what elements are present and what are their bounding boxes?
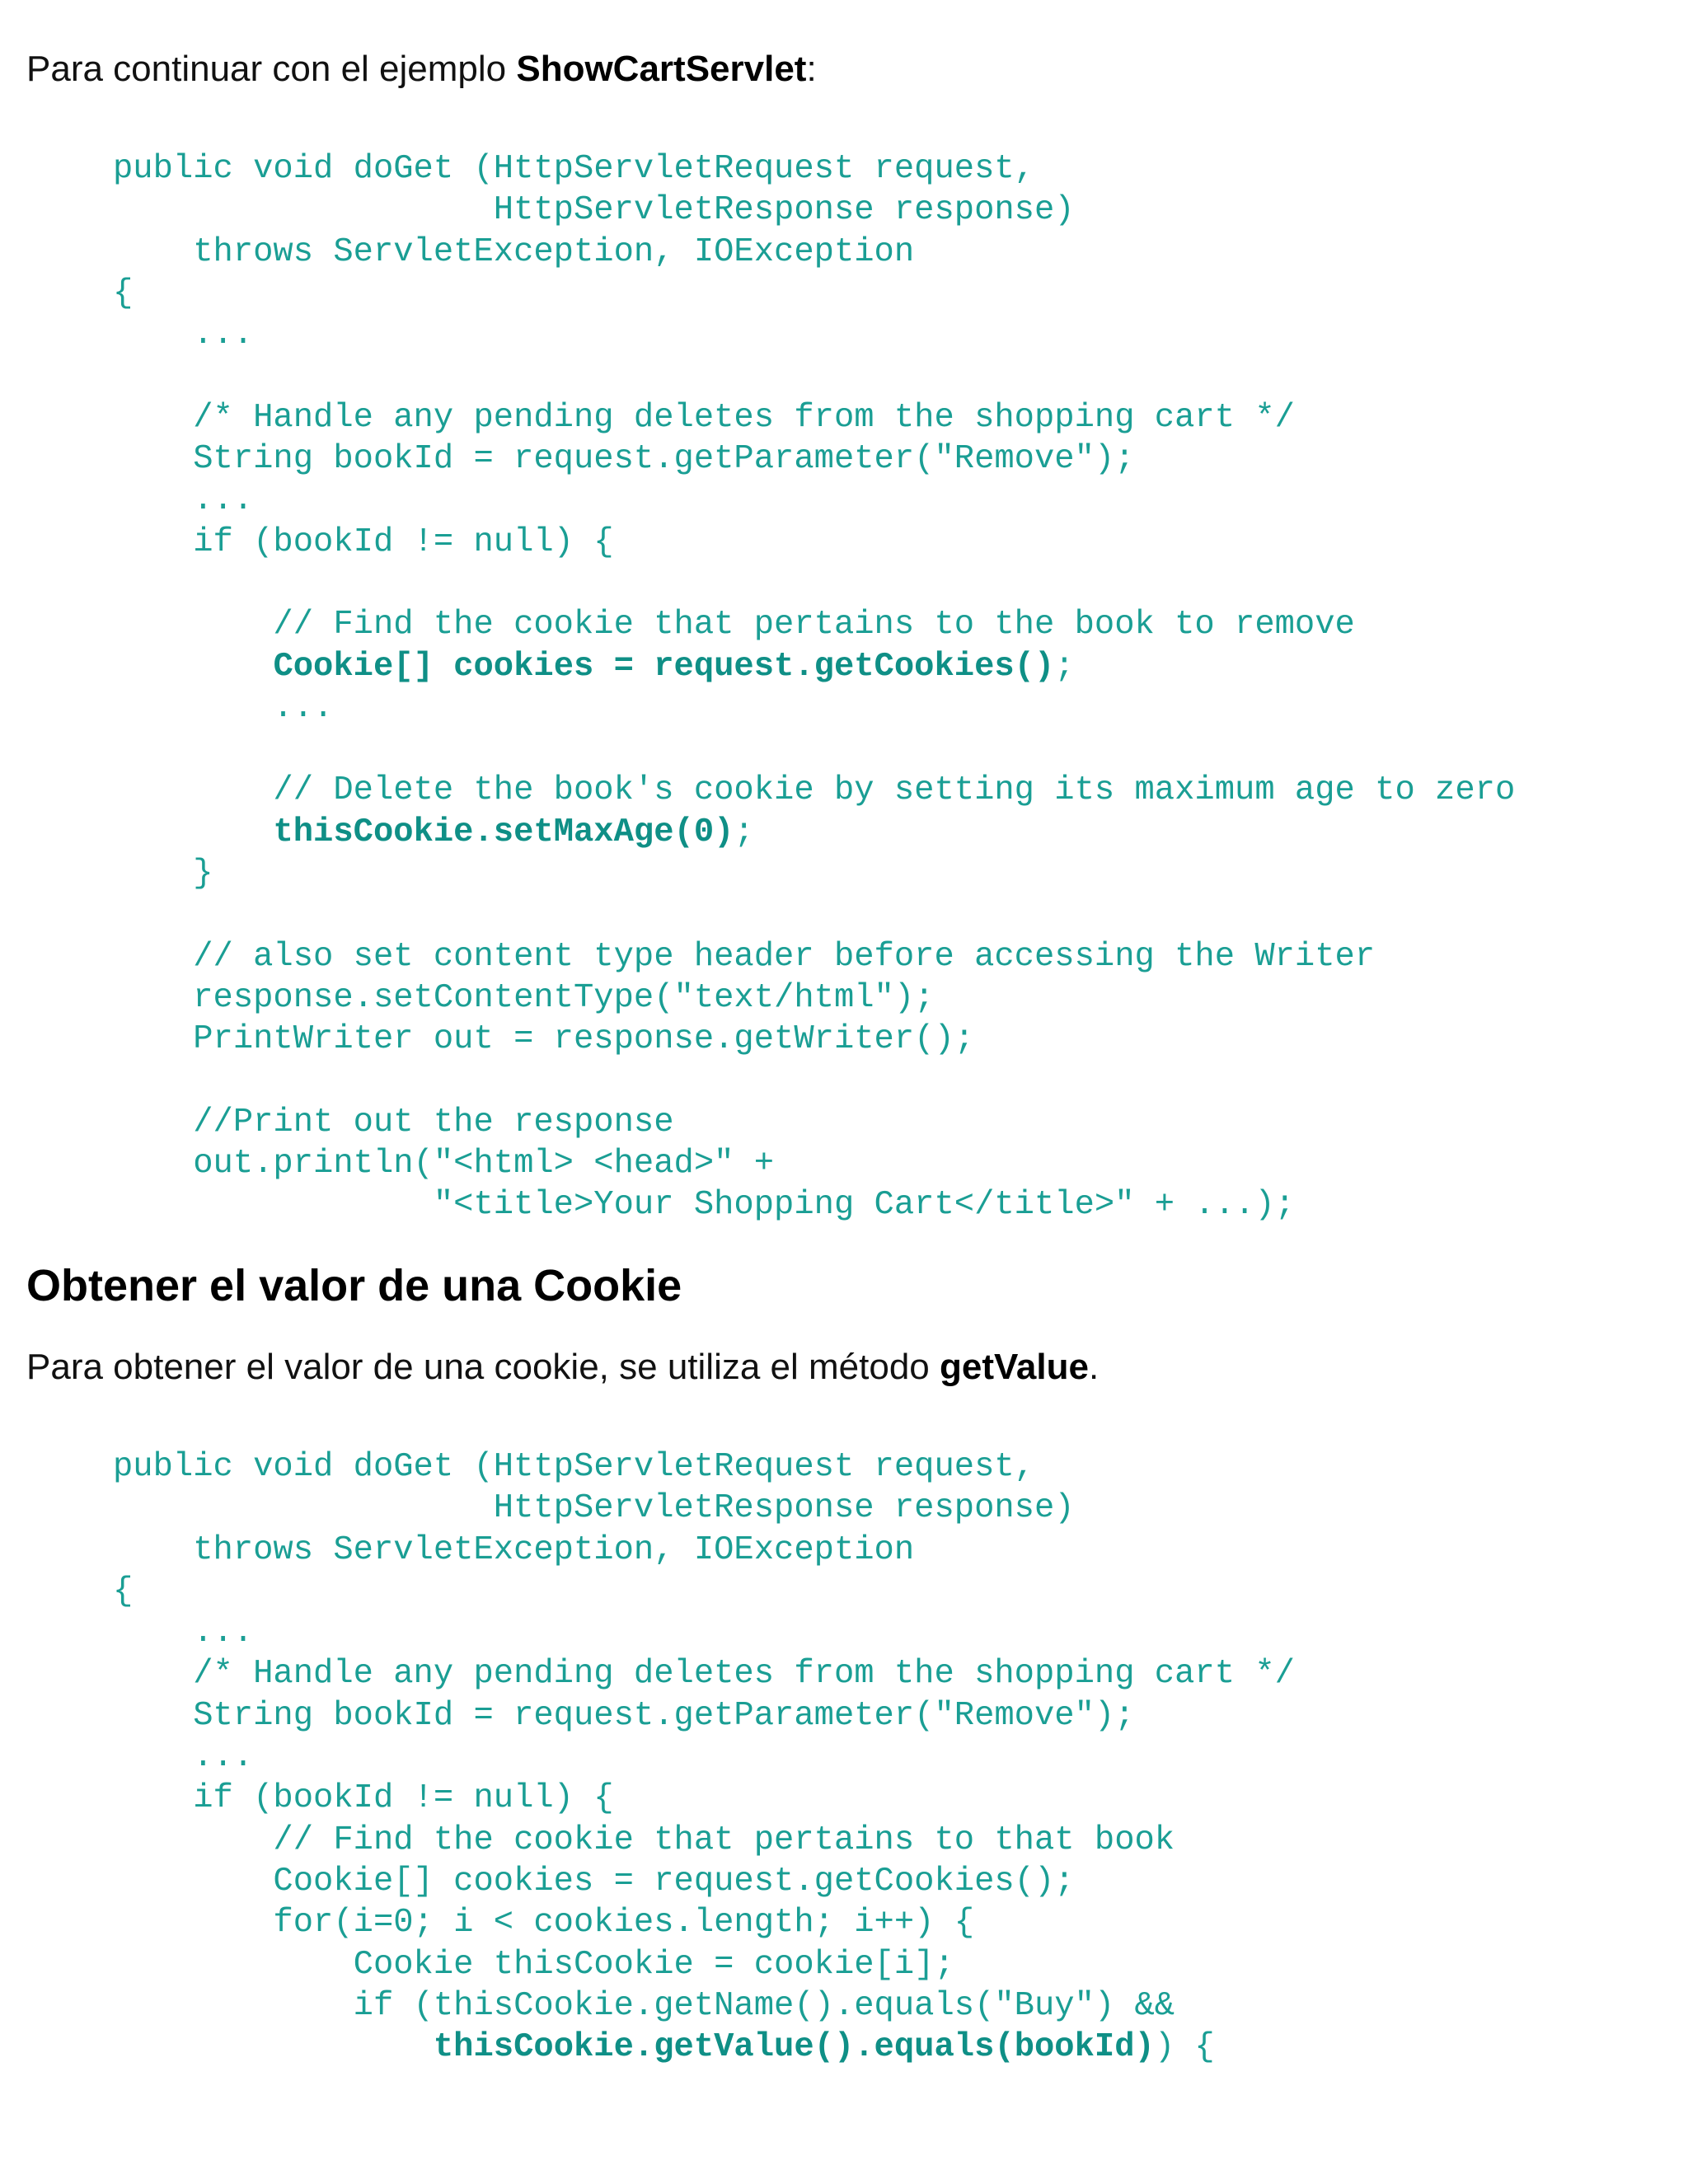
code-line: /* Handle any pending deletes from the shopping cart */ [113,1655,1295,1694]
section-method-name: getValue [940,1347,1089,1387]
code-line: Cookie thisCookie = cookie[i]; [113,1945,954,1984]
code-line: throws ServletException, IOException [113,232,915,271]
code-line: HttpServletResponse response) [113,1489,1075,1528]
code-line [113,355,1515,396]
intro-suffix: : [806,49,817,89]
code-line: PrintWriter out = response.getWriter(); [113,1020,975,1059]
code-line: Cookie[] cookies = request.getCookies(); [273,647,1075,686]
intro-text: Para continuar con el ejemplo [26,49,517,89]
code-line [113,2027,1295,2068]
code-line: //Print out the response [113,1103,674,1141]
code-line: ... [113,481,254,520]
intro-class-name: ShowCartServlet [516,49,807,89]
code-line: "<title>Your Shopping Cart</title>" + ...); [113,1186,1295,1225]
code-line [113,894,1515,935]
code-line: // also set content type header before accessing the Writer [113,937,1376,976]
code-line: ... [113,688,334,727]
section-suffix: . [1088,1347,1100,1387]
section-text: Para obtener el valor de una cookie, se utiliza el método [26,1347,940,1387]
section-paragraph [26,1346,1099,1390]
code-line: String bookId = request.getParameter("Remove"); [113,1696,1135,1735]
code-line: HttpServletResponse response) [113,191,1075,230]
code-line: public void doGet (HttpServletRequest request, [113,1448,1034,1486]
code-line: public void doGet (HttpServletRequest request, [113,150,1034,188]
code-line: ... [113,1614,254,1652]
code-line: for(i=0; i < cookies.length; i++) { [113,1904,975,1943]
code-line [113,563,1515,604]
code-line: } [113,855,213,893]
code-line: throws ServletException, IOException [113,1530,915,1569]
section-heading: Obtener el valor de una Cookie [26,1261,682,1310]
code-line: ... [113,316,254,354]
code-line: if (bookId != null) { [113,523,614,561]
code-block-get-value [113,1446,1295,2068]
code-line: // Find the cookie that pertains to that book [113,1821,1175,1859]
code-line [113,1061,1515,1102]
code-line [113,729,1515,770]
code-highlight: thisCookie.setMaxAge(0) [273,813,734,851]
code-line-rest: ) { [1154,2028,1215,2067]
code-line: // Find the cookie that pertains to the book to remove [113,606,1355,644]
code-highlight: thisCookie.getValue().equals(bookId) [433,2028,1155,2067]
code-line: if (thisCookie.getName().equals("Buy") && [113,1986,1175,2025]
code-line: response.setContentType("text/html"); [113,978,935,1017]
code-line: Cookie[] cookies = request.getCookies(); [113,1862,1075,1900]
code-line: { [113,1572,134,1610]
code-line: String bookId = request.getParameter("Remove"); [113,440,1135,479]
code-highlight: Cookie[] cookies = request.getCookies() [273,647,1055,686]
code-line: thisCookie.setMaxAge(0); [273,813,754,851]
intro-paragraph [26,48,817,91]
code-line: /* Handle any pending deletes from the shopping cart */ [113,398,1295,437]
code-line: ... [113,1738,254,1777]
code-line: // Delete the book's cookie by setting its maximum age to zero [113,771,1516,810]
code-line: { [113,274,134,312]
code-block-show-cart [113,148,1515,1226]
code-line: if (bookId != null) { [113,1779,614,1818]
code-line: out.println("<html> <head>" + [113,1145,775,1183]
code-line-indent [113,2028,434,2066]
